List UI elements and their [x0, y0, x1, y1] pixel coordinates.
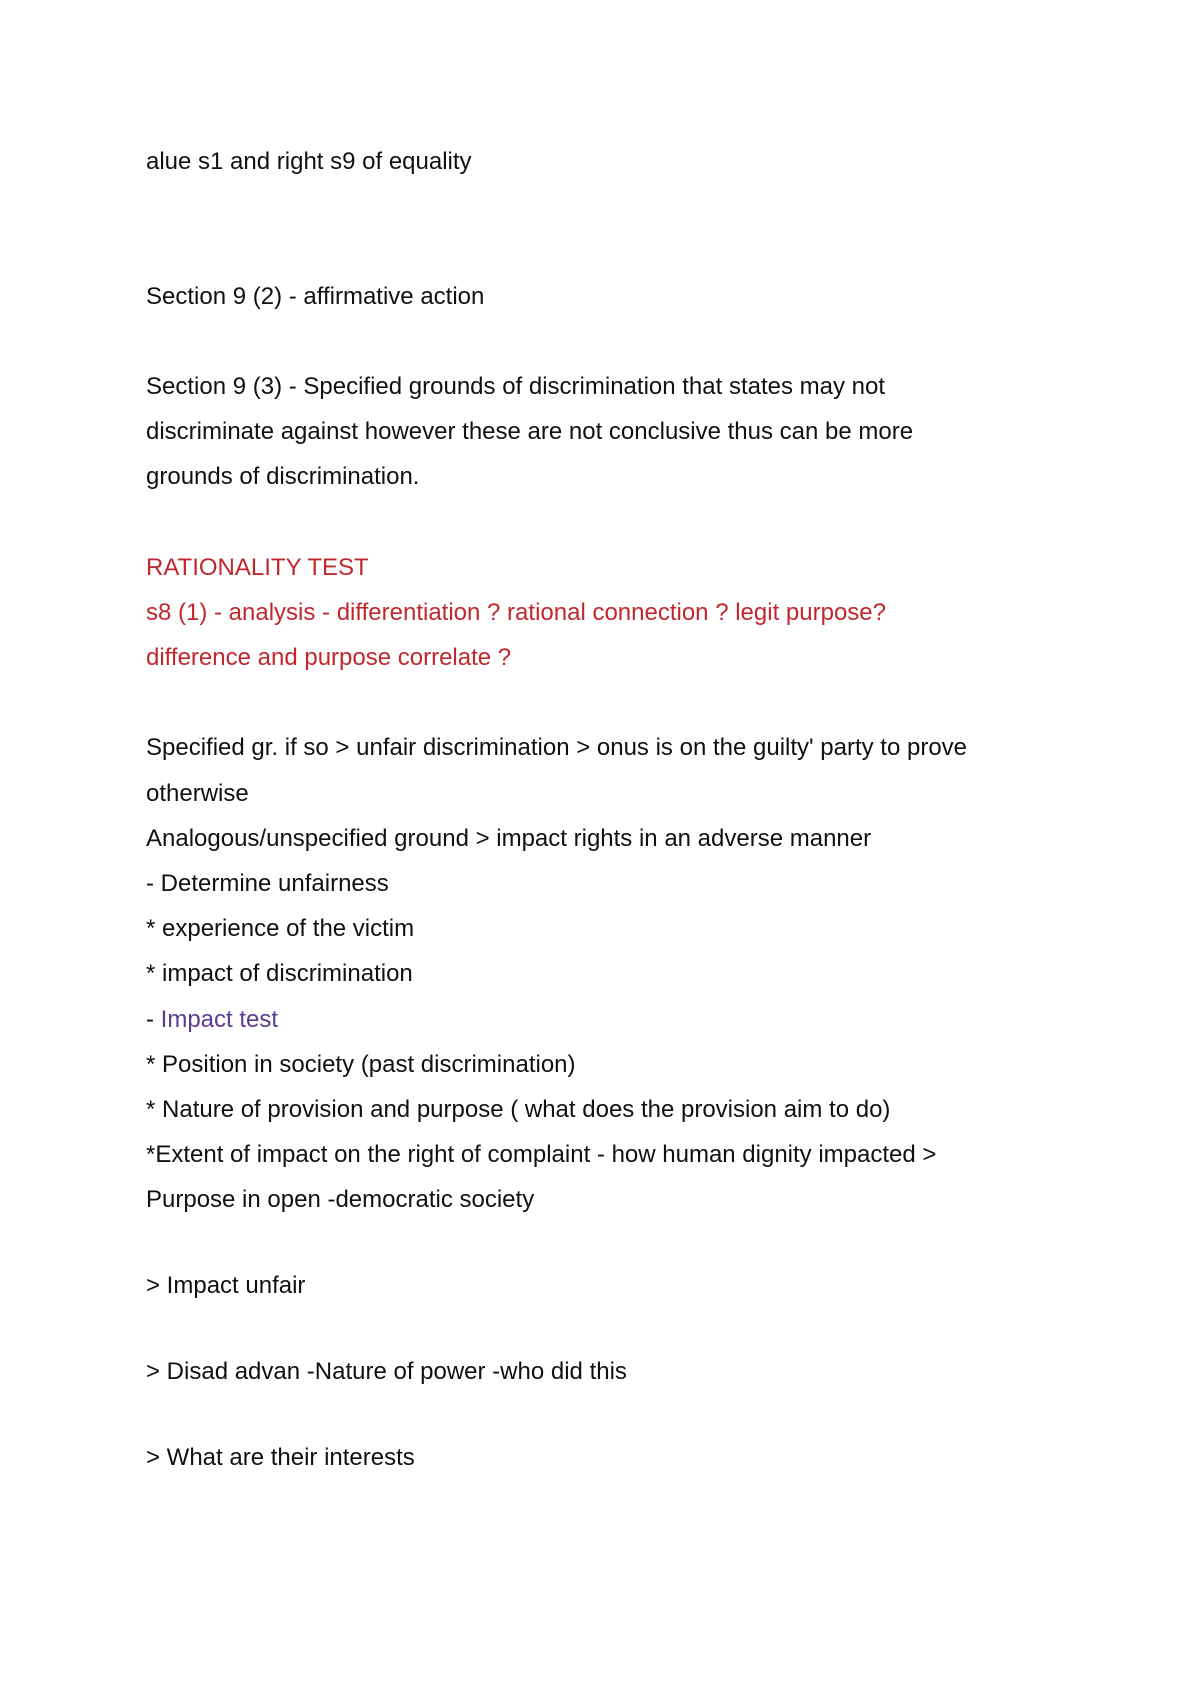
impact-test-line [146, 1005, 278, 1035]
extent-of-impact-continuation: Purpose in open -democratic society [146, 1186, 535, 1213]
s8-analysis-continuation: difference and purpose correlate ? [146, 644, 512, 671]
section-9-3-line: Section 9 (3) - Specified grounds of discrimination that states may not [146, 373, 886, 400]
position-in-society-item: * Position in society (past discrimination) [146, 1051, 576, 1078]
extent-of-impact-item: *Extent of impact on the right of complaint - how human dignity impacted > [146, 1141, 937, 1168]
rationality-test-heading: RATIONALITY TEST [146, 554, 369, 581]
disadvantage-line: > Disad advan -Nature of power -who did this [146, 1358, 627, 1385]
determine-unfairness-item: - Determine unfairness [146, 870, 389, 897]
impact-unfair-line: > Impact unfair [146, 1272, 306, 1299]
impact-test-bullet: - [146, 1006, 161, 1033]
interests-line: > What are their interests [146, 1444, 415, 1471]
specified-ground-line: Specified gr. if so > unfair discrimination > onus is on the guilty' party to prove [146, 734, 968, 761]
victim-experience-item: * experience of the victim [146, 915, 415, 942]
impact-test-label: Impact test [160, 1006, 279, 1033]
specified-ground-continuation: otherwise [146, 780, 249, 807]
section-9-2-line: Section 9 (2) - affirmative action [146, 283, 485, 310]
discrimination-impact-item: * impact of discrimination [146, 960, 413, 987]
nature-of-provision-item: * Nature of provision and purpose ( what does the provision aim to do) [146, 1096, 891, 1123]
section-9-3-continuation-1: discriminate against however these are not conclusive thus can be more [146, 418, 914, 445]
section-9-3-continuation-2: grounds of discrimination. [146, 463, 420, 490]
s8-analysis-line: s8 (1) - analysis - differentiation ? rational connection ? legit purpose? [146, 599, 886, 626]
equality-value-line: alue s1 and right s9 of equality [146, 148, 472, 175]
analogous-ground-line: Analogous/unspecified ground > impact rights in an adverse manner [146, 825, 872, 852]
